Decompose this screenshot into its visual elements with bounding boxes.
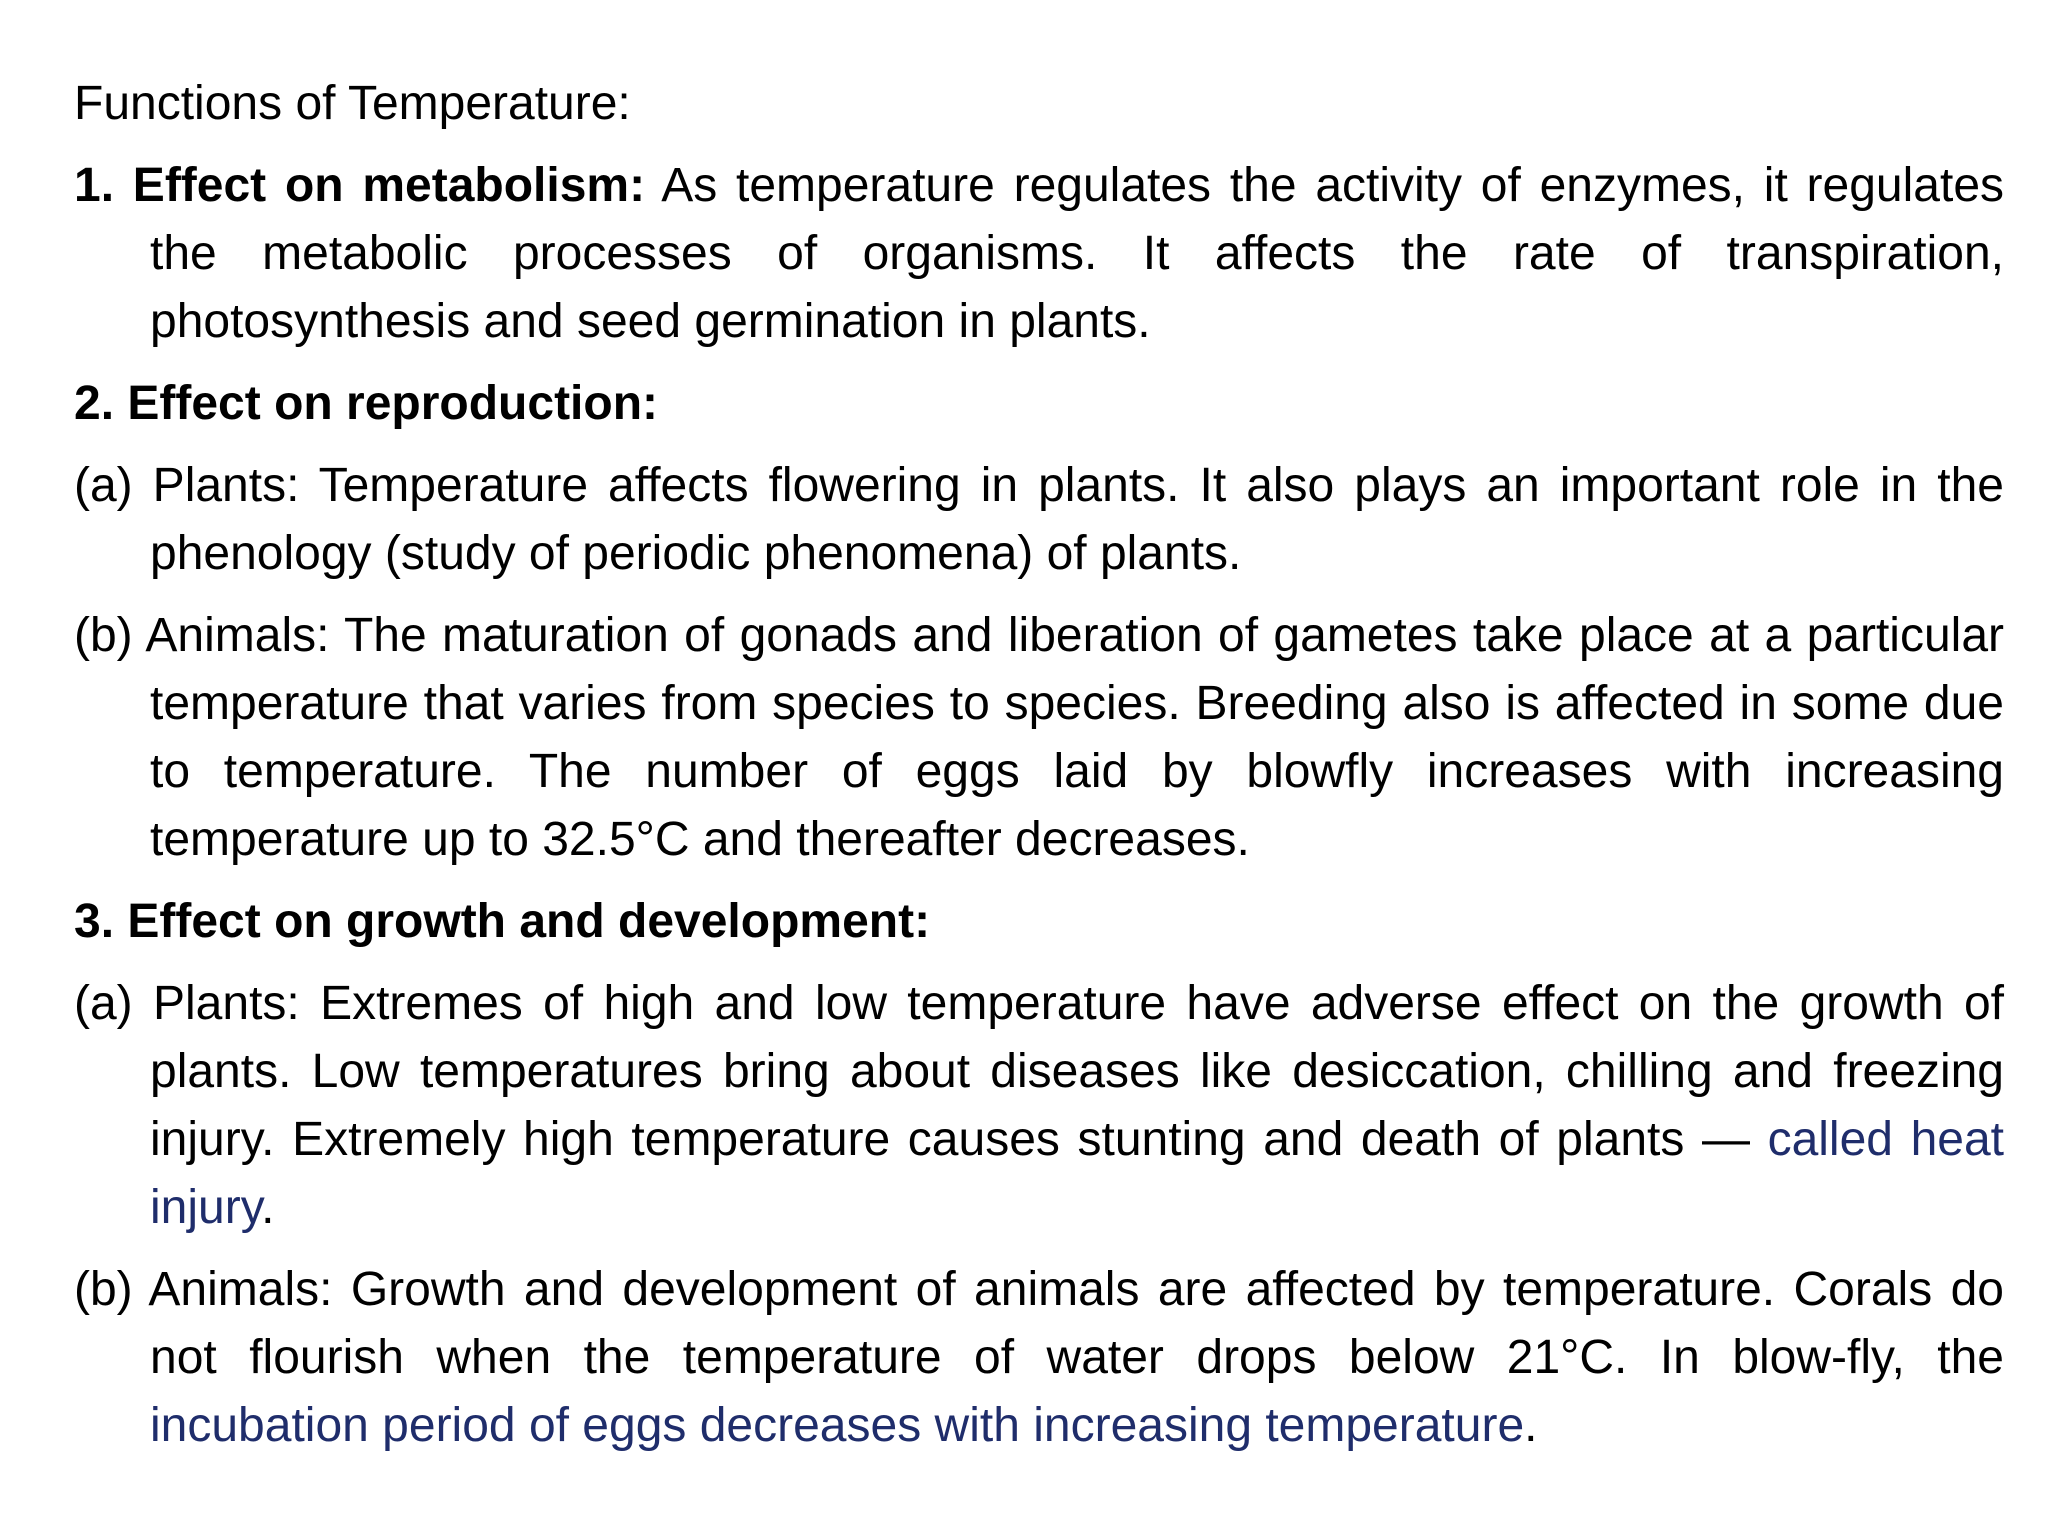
item-metabolism-label: 1. Effect on metabolism:	[74, 159, 646, 212]
item-reproduction-heading: 2. Effect on reproduction:	[74, 377, 659, 430]
item-growth-animals-highlight: incubation period of eggs decreases with increasing temperature	[150, 1399, 1525, 1452]
item-growth-plants-end: .	[261, 1181, 275, 1234]
item-reproduction-plants	[74, 452, 2004, 588]
item-growth-heading: 3. Effect on growth and development:	[74, 895, 931, 948]
item-growth-animals-end: .	[1524, 1399, 1538, 1452]
item-reproduction-plants-text: (a) Plants: Temperature affects flowering in plants. It also plays an important role in the phenology (study of periodic phenomena) of plants.	[74, 459, 2004, 580]
slide-title: Functions of Temperature:	[74, 77, 631, 130]
item-growth-plants	[74, 970, 2004, 1242]
item-growth-animals	[74, 1256, 2004, 1460]
item-reproduction-animals-text: (b) Animals: The maturation of gonads and liberation of gametes take place at a particular temperature that varies from species to species. Breeding also is affected in some due to temperature. The number of eggs laid by blowfly increases with increasing temperature up to 32.5°C and thereafter decreases.	[74, 609, 2004, 866]
item-metabolism-text: As temperature regulates the activity of enzymes, it regulates the metabolic processes of organisms. It affects the rate of transpiration, photosynthesis and seed germination in plants.	[150, 159, 2005, 348]
item-metabolism	[74, 152, 2004, 356]
item-reproduction-animals	[74, 602, 2004, 874]
slide-content	[74, 70, 2004, 1474]
item-growth-animals-text: (b) Animals: Growth and development of animals are affected by temperature. Corals do not flourish when the temperature of water drops below 21°C. In blow-fly, the	[74, 1263, 2004, 1384]
item-growth-plants-text: (a) Plants: Extremes of high and low temperature have adverse effect on the growth of plants. Low temperatures bring about diseases like desiccation, chilling and freezing injury. Extremely high temperature causes stunting and death of plants —	[74, 977, 2004, 1166]
item-growth-plants-highlight: called heat injury	[150, 1113, 2005, 1234]
